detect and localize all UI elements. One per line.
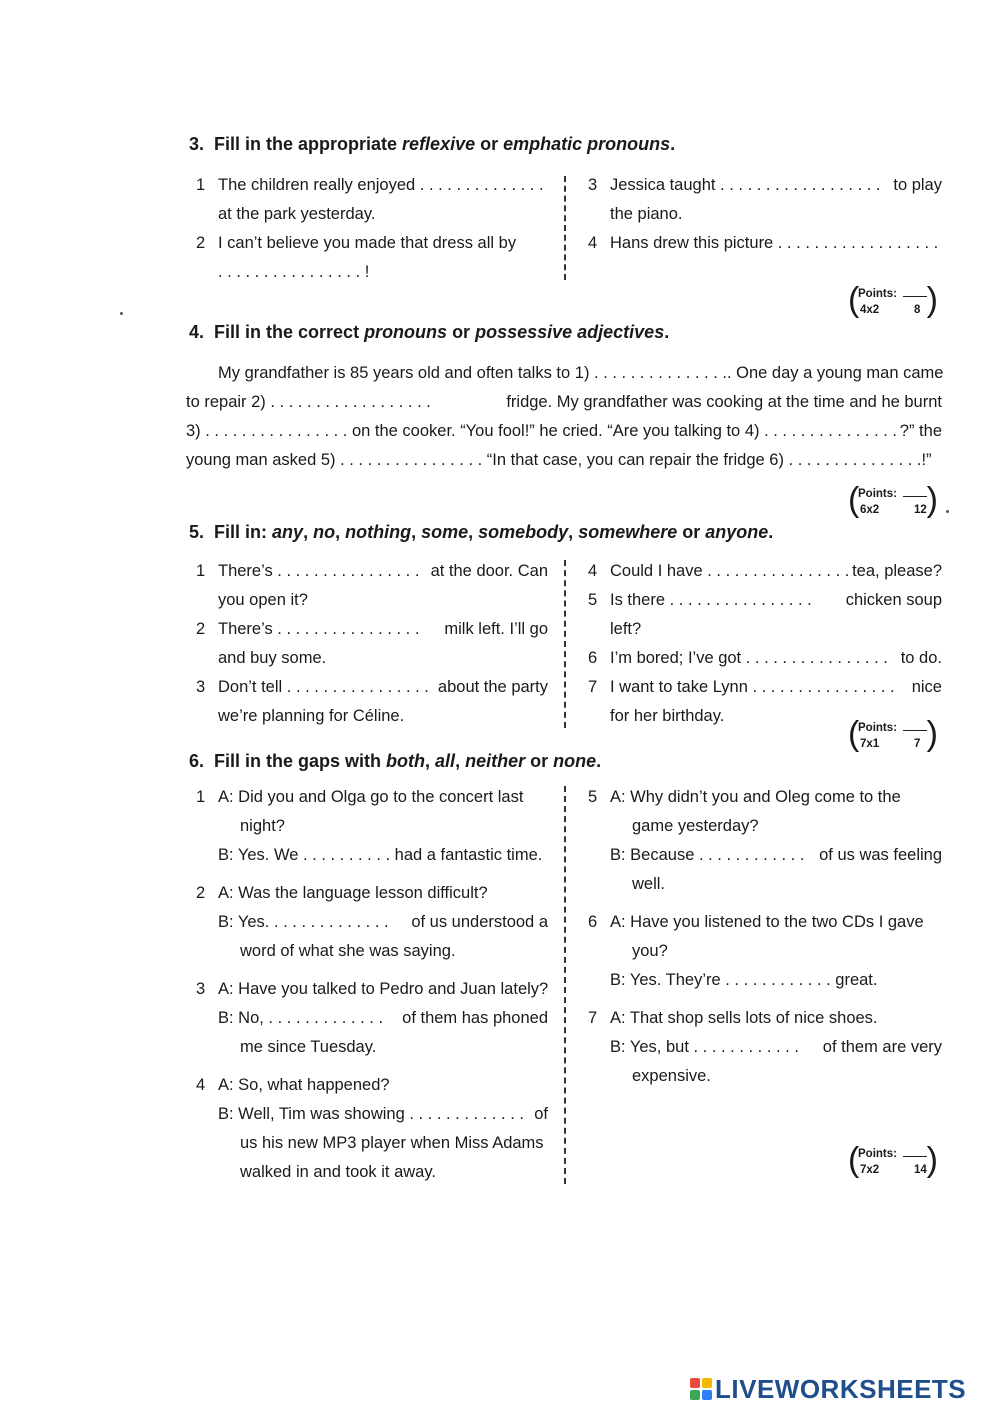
- gap-fill[interactable]: B: Yes. They’re . . . . . . . . . . . . great.: [610, 971, 878, 989]
- gap-fill[interactable]: Don’t tell . . . . . . . . . . . . . . . .: [218, 678, 429, 696]
- exercise-line: we’re planning for Céline.: [218, 707, 405, 725]
- points-box: ( Points: 4x2 8 ): [848, 281, 938, 319]
- gap-fill[interactable]: There’s . . . . . . . . . . . . . . . .: [218, 620, 420, 638]
- exercise-line: at the park yesterday.: [218, 205, 376, 223]
- exercise-item: 1 The children really enjoyed . . . . . . . . . . . . . .: [196, 176, 544, 194]
- exercise-line: expensive.: [632, 1067, 711, 1085]
- exercise-item: 4 A: So, what happened?: [196, 1076, 390, 1094]
- exercise-line: and buy some.: [218, 649, 327, 667]
- section-number: 4.: [189, 322, 205, 342]
- paragraph-line: 3) . . . . . . . . . . . . . . . . on the cooker. “You fool!” he cried. “Are you talking to 4) . . . . . . . . . . . . . . . ?” the: [186, 417, 942, 446]
- exercise-line: B: No, . . . . . . . . . . . . . of them has phoned: [196, 1004, 548, 1033]
- exercise-item: 7 A: That shop sells lots of nice shoes.: [588, 1009, 878, 1027]
- column-divider: [564, 176, 566, 280]
- section-5-title: 5. Fill in: any, no, nothing, some, somebody, somewhere or anyone.: [189, 522, 774, 542]
- liveworksheets-logo[interactable]: [690, 1374, 966, 1404]
- gap-fill[interactable]: I’m bored; I’ve got . . . . . . . . . . . . . . . .: [610, 649, 888, 667]
- gap-fill[interactable]: young man asked 5) . . . . . . . . . . . . . . . . “In that case, you can repair the fridge 6) . . . . . . . . . . . . . . .!”: [186, 451, 932, 469]
- exercise-line: us his new MP3 player when Miss Adams: [240, 1134, 544, 1152]
- section-6-title: 6. Fill in the gaps with both, all, neither or none.: [189, 751, 602, 771]
- exercise-item: 3 A: Have you talked to Pedro and Juan lately?: [196, 980, 549, 998]
- exercise-line: B: Because . . . . . . . . . . . . of us was feeling: [588, 841, 942, 870]
- scan-speck: [946, 510, 949, 513]
- exercise-6-right: [588, 783, 942, 1091]
- exercise-line: left?: [610, 620, 642, 638]
- gap-fill[interactable]: Hans drew this picture . . . . . . . . . . . . . . . . . .: [610, 234, 939, 252]
- gap-fill[interactable]: Jessica taught . . . . . . . . . . . . . . . . . .: [610, 176, 881, 194]
- exercise-line: for her birthday.: [610, 707, 725, 725]
- gap-fill[interactable]: My grandfather is 85 years old and often talks to 1) . . . . . . . . . . . . . . .: [218, 364, 727, 382]
- gap-fill[interactable]: B: Yes. We . . . . . . . . . . had a fantastic time.: [218, 846, 543, 864]
- exercise-6-left: [196, 783, 548, 1187]
- exercise-item: 4 Hans drew this picture . . . . . . . . . . . . . . . . . .: [588, 234, 939, 252]
- exercise-line: you?: [632, 942, 668, 960]
- section-4-title: 4. Fill in the correct pronouns or possessive adjectives.: [189, 322, 670, 342]
- exercise-line: B: Yes, but . . . . . . . . . . . . of them are very: [588, 1033, 942, 1062]
- exercise-5-left: [196, 557, 548, 731]
- exercise-line: word of what she was saying.: [240, 942, 456, 960]
- gap-fill[interactable]: I want to take Lynn . . . . . . . . . . . . . . . .: [610, 678, 895, 696]
- points-box: ( Points: 7x1 7 ): [848, 715, 938, 753]
- gap-fill[interactable]: Is there . . . . . . . . . . . . . . . .: [610, 591, 812, 609]
- column-divider: [564, 786, 566, 1184]
- exercise-item: 2 There’s . . . . . . . . . . . . . . . . milk left. I’ll go: [196, 620, 548, 638]
- section-3-title: 3. Fill in the appropriate reflexive or emphatic pronouns.: [189, 134, 676, 154]
- exercise-item: 3 Jessica taught . . . . . . . . . . . . . . . . . . to play: [588, 176, 942, 194]
- gap-fill[interactable]: B: No, . . . . . . . . . . . . .: [218, 1009, 384, 1027]
- section-number: 5.: [189, 522, 205, 542]
- exercise-line: well.: [632, 875, 666, 893]
- exercise-item: 7 I want to take Lynn . . . . . . . . . . . . . . . . nice: [588, 678, 942, 696]
- exercise-item: 5 Is there . . . . . . . . . . . . . . . . chicken soup: [588, 591, 942, 609]
- paragraph-line: My grandfather is 85 years old and often talks to 1) . . . . . . . . . . . . . . . . One day a young man came: [186, 359, 942, 388]
- exercise-4-paragraph: [186, 359, 942, 475]
- gap-fill[interactable]: B: Yes. . . . . . . . . . . . . .: [218, 913, 389, 931]
- logo-grid-icon: [690, 1378, 712, 1400]
- exercise-item: 1 A: Did you and Olga go to the concert last: [196, 788, 524, 806]
- exercise-item: 5 A: Why didn’t you and Oleg come to the: [588, 788, 901, 806]
- exercise-item: 6 A: Have you listened to the two CDs I gave: [588, 913, 924, 931]
- exercise-item: 2 I can’t believe you made that dress all by: [196, 234, 517, 252]
- gap-fill[interactable]: 3) . . . . . . . . . . . . . . . . on the cooker. “You fool!” he cried. “Are you talking to 4) . . . . . . . . . . . . . . .: [186, 422, 898, 440]
- exercise-line: B: Well, Tim was showing . . . . . . . . . . . . . of: [196, 1100, 548, 1129]
- exercise-item: 4 Could I have . . . . . . . . . . . . . . . . tea, please?: [588, 562, 942, 580]
- gap-fill[interactable]: Could I have . . . . . . . . . . . . . . . .: [610, 562, 850, 580]
- exercise-item: 3 Don’t tell . . . . . . . . . . . . . . . . about the party: [196, 678, 548, 696]
- gap-fill[interactable]: B: Because . . . . . . . . . . . .: [610, 846, 805, 864]
- gap-fill[interactable]: to repair 2) . . . . . . . . . . . . . . . . . .: [186, 393, 431, 411]
- points-box: ( Points: 6x2 12 ): [848, 481, 938, 519]
- section-number: 3.: [189, 134, 205, 154]
- exercise-item: 1 There’s . . . . . . . . . . . . . . . . at the door. Can: [196, 562, 548, 580]
- exercise-line: the piano.: [610, 205, 683, 223]
- gap-fill[interactable]: B: Well, Tim was showing . . . . . . . . . . . . .: [218, 1105, 524, 1123]
- exercise-line: walked in and took it away.: [240, 1163, 436, 1181]
- exercise-line: night?: [240, 817, 285, 835]
- exercise-line: me since Tuesday.: [240, 1038, 377, 1056]
- exercise-3-left: [196, 171, 548, 287]
- exercise-line: B: Yes. . . . . . . . . . . . . . of us understood a: [196, 908, 548, 937]
- section-number: 6.: [189, 751, 205, 771]
- column-divider: [564, 560, 566, 728]
- gap-fill[interactable]: B: Yes, but . . . . . . . . . . . .: [610, 1038, 799, 1056]
- exercise-line: game yesterday?: [632, 817, 759, 835]
- paragraph-line: to repair 2) . . . . . . . . . . . . . . . . . . fridge. My grandfather was cooking at the time and he burnt: [186, 388, 942, 417]
- exercise-item: 6 I’m bored; I’ve got . . . . . . . . . . . . . . . . to do.: [588, 649, 942, 667]
- gap-fill[interactable]: The children really enjoyed . . . . . . . . . . . . . .: [218, 176, 544, 194]
- gap-fill[interactable]: There’s . . . . . . . . . . . . . . . .: [218, 562, 420, 580]
- points-box: ( Points: 7x2 14 ): [848, 1141, 938, 1179]
- exercise-line: you open it?: [218, 591, 308, 609]
- exercise-item: 2 A: Was the language lesson difficult?: [196, 884, 488, 902]
- gap-fill[interactable]: . . . . . . . . . . . . . . . . !: [218, 263, 370, 281]
- exercise-5-right: [588, 557, 942, 731]
- exercise-3-right: [588, 171, 942, 258]
- scan-speck: [120, 312, 123, 315]
- logo-text: LIVEWORKSHEETS: [715, 1373, 967, 1404]
